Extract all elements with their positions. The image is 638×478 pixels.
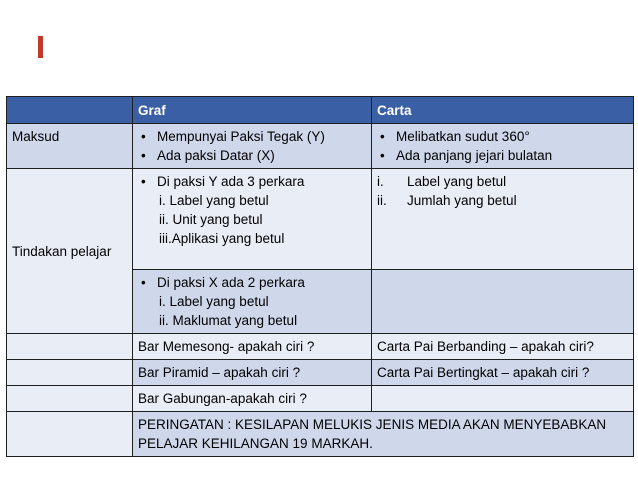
empty-label-cell: [7, 412, 133, 457]
row-piramid: [7, 360, 634, 386]
peringatan-cell: [133, 412, 634, 457]
paksi-x-title: • Di paksi X ada 2 perkara: [138, 273, 366, 292]
peringatan-line: PELAJAR KEHILANGAN 19 MARKAH.: [138, 436, 373, 451]
maksud-graf-item: • Ada paksi Datar (X): [138, 146, 366, 165]
header-empty: [7, 97, 133, 124]
title-accent-bar: [38, 36, 43, 58]
bar-gabungan: Bar Gabungan-apakah ciri ?: [133, 386, 372, 412]
carta-pai-berbanding: Carta Pai Berbanding – apakah ciri?: [372, 334, 634, 360]
empty-label-cell: [7, 386, 133, 412]
carta-tindakan-cell: [372, 169, 634, 270]
paksi-x-cell: [133, 270, 372, 334]
paksi-y-cell: [133, 169, 372, 270]
row-maksud: [7, 124, 634, 169]
comparison-table: [6, 96, 634, 457]
bar-memesong: Bar Memesong- apakah ciri ?: [133, 334, 372, 360]
header-carta: Carta: [372, 97, 634, 124]
paksi-y-item: i. Label yang betul: [159, 193, 269, 208]
maksud-graf-item: • Mempunyai Paksi Tegak (Y): [138, 127, 366, 146]
carta-tindakan-item: ii. Jumlah yang betul: [377, 193, 517, 208]
carta-pai-bertingkat: Carta Pai Bertingkat – apakah ciri ?: [372, 360, 634, 386]
paksi-y-title: • Di paksi Y ada 3 perkara: [138, 172, 366, 191]
paksi-y-item: ii. Unit yang betul: [159, 212, 263, 227]
maksud-graf: [133, 124, 372, 169]
paksi-x-item: i. Label yang betul: [159, 294, 269, 309]
paksi-x-carta-empty: [372, 270, 634, 334]
empty-label-cell: [7, 334, 133, 360]
empty-label-cell: [7, 360, 133, 386]
maksud-carta: [372, 124, 634, 169]
paksi-x-item: ii. Maklumat yang betul: [159, 313, 298, 328]
maksud-carta-item: • Ada panjang jejari bulatan: [377, 146, 628, 165]
maksud-carta-item: • Melibatkan sudut 360°: [377, 127, 628, 146]
row-peringatan: [7, 412, 634, 457]
header-row: [7, 97, 634, 124]
tindakan-label: Tindakan pelajar: [7, 169, 133, 334]
carta-tindakan-item: i. Label yang betul: [377, 174, 507, 189]
paksi-y-item: iii.Aplikasi yang betul: [159, 231, 285, 246]
row-memesong: [7, 334, 634, 360]
peringatan-line: PERINGATAN : KESILAPAN MELUKIS JENIS MEDIA AKAN MENYEBABKAN: [138, 417, 607, 432]
row-gabungan: [7, 386, 634, 412]
gabungan-carta-empty: [372, 386, 634, 412]
bar-piramid: Bar Piramid – apakah ciri ?: [133, 360, 372, 386]
row-tindakan-y: [7, 169, 634, 270]
maksud-label: Maksud: [7, 124, 133, 169]
header-graf: Graf: [133, 97, 372, 124]
